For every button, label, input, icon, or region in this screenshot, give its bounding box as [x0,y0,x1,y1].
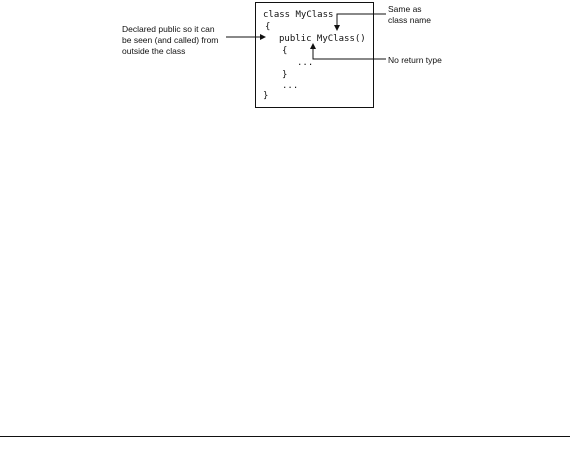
code-line-close-brace: } [263,91,269,101]
code-line-close-brace-inner: } [282,70,288,80]
code-line-ellipsis-outer: ... [282,81,299,91]
class-name-arrow [337,14,386,30]
no-return-type-annotation: No return type [388,55,442,65]
code-line-constructor: public MyClass() [279,34,366,44]
code-line-ellipsis-inner: ... [297,58,314,68]
return-type-arrow [313,44,386,59]
code-line-open-brace-inner: { [282,46,288,56]
bottom-rule [0,436,570,437]
public-annotation: Declared public so it can be seen (and called) from outside the class [122,24,219,56]
same-name-annotation: Same as class name [388,4,431,25]
code-line-class-declaration: class MyClass [263,10,334,20]
code-line-open-brace: { [265,22,271,32]
